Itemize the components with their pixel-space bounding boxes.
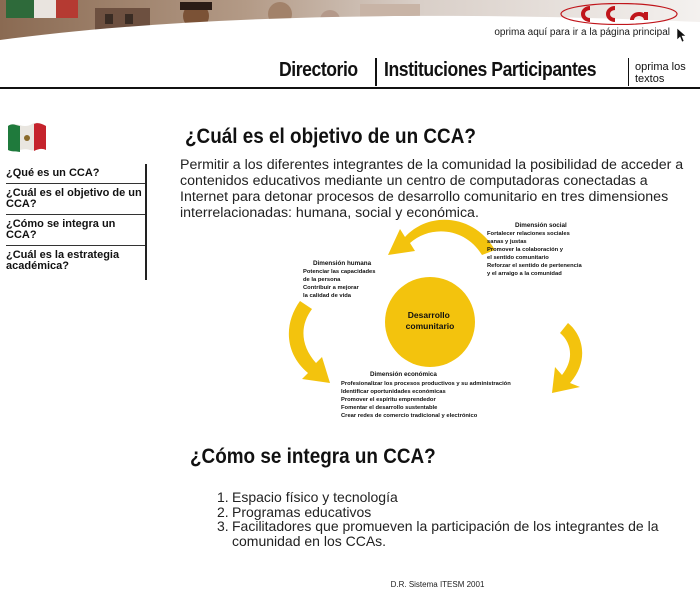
sidebar-item-objective[interactable]: ¿Cuál es el objetivo de un CCA? [6, 184, 145, 215]
social-dimension-line: sanas y justas [487, 239, 527, 245]
footer-copyright: D.R. Sistema ITESM 2001 [390, 580, 485, 589]
list-item-number: 1. [217, 489, 229, 505]
list-item [217, 519, 677, 548]
list-item-number: 2. [217, 503, 229, 520]
integration-heading: ¿Cómo se integra un CCA? [190, 445, 436, 468]
social-dimension-line: y el arraigo a la comunidad [487, 271, 562, 277]
human-dimension-line: Potenciar las capacidades [303, 269, 376, 275]
header [0, 0, 700, 90]
list-item-text: Facilitadores que promueven la participación de los integrantes de la comunidad en los CCAs. [232, 518, 659, 549]
nav-institutions-link[interactable]: Instituciones Participantes [384, 59, 597, 81]
sidebar-item-what-is-cca[interactable]: ¿Qué es un CCA? [6, 164, 145, 184]
integration-list [217, 490, 677, 548]
human-dimension-line: la calidad de vida [303, 293, 352, 299]
center-label-line: Desarrollo [407, 310, 450, 320]
sidebar-item-strategy[interactable]: ¿Cuál es la estrategia académica? [6, 249, 120, 272]
social-dimension-title: Dimensión social [515, 222, 567, 229]
social-dimension-line: Fortalecer relaciones sociales [487, 231, 570, 237]
economic-dimension-line: Promover el espíritu emprendedor [341, 397, 436, 403]
mexican-flag-icon [6, 118, 48, 156]
nav-divider [375, 58, 377, 86]
list-item-text: Programas educativos [232, 503, 372, 520]
list-item-number: 3. [217, 518, 229, 534]
social-dimension-line: el sentido comunitario [487, 255, 549, 261]
economic-dimension-line: Fomentar el desarrollo sustentable [341, 405, 438, 411]
svg-text:Dimensión humana Potenciar [303, 252, 380, 299]
development-cycle-diagram [270, 205, 600, 430]
human-dimension-line: Contribuir a mejorar [303, 285, 359, 291]
economic-dimension-title: Dimensión económica [370, 371, 437, 378]
sidebar-item-integration[interactable]: ¿Cómo se integra un CCA? [6, 215, 145, 246]
sidebar-menu [6, 164, 147, 280]
economic-dimension-line: Crear redes de comercio tradicional y electrónico [341, 413, 478, 419]
cursor-arrow-icon [676, 27, 688, 43]
objective-heading: ¿Cuál es el objetivo de un CCA? [185, 125, 476, 148]
home-page-link[interactable]: oprima aquí para ir a la página principal [494, 27, 670, 38]
svg-text:Dimensión social Fortalece [487, 214, 586, 277]
economic-dimension-line: Profesionalizar los procesos productivos y su administración [341, 381, 511, 387]
nav-divider [628, 58, 629, 86]
human-dimension-line: de la persona [303, 277, 341, 283]
svg-text:Dimensión económica Profes [341, 363, 515, 419]
svg-text:Desarrollo comunitario [406, 310, 455, 331]
objective-paragraph: Permitir a los diferentes integrantes de la comunidad la posibilidad de acceder a contenidos educativos mediante un centro de computadoras conectadas a Internet para detonar procesos de desarrollo comunitario en tres dimensiones interrelacionadas: humana, social y económica. [180, 157, 684, 221]
list-item [217, 490, 677, 505]
nav-texts-hint: oprima los textos [635, 61, 686, 85]
center-label-line: comunitario [405, 321, 455, 331]
social-dimension-line: Reforzar el sentido de pertenencia [487, 263, 582, 269]
human-dimension-title: Dimensión humana [313, 260, 372, 267]
list-item [217, 505, 677, 520]
top-navigation [0, 55, 700, 89]
social-dimension-line: Promover la colaboración y [487, 247, 564, 253]
nav-directory-link[interactable]: Directorio [279, 59, 358, 81]
economic-dimension-line: Identificar oportunidades económicas [341, 389, 446, 395]
cca-logo-icon[interactable] [560, 3, 678, 25]
list-item-text: Espacio físico y tecnología [232, 489, 398, 505]
